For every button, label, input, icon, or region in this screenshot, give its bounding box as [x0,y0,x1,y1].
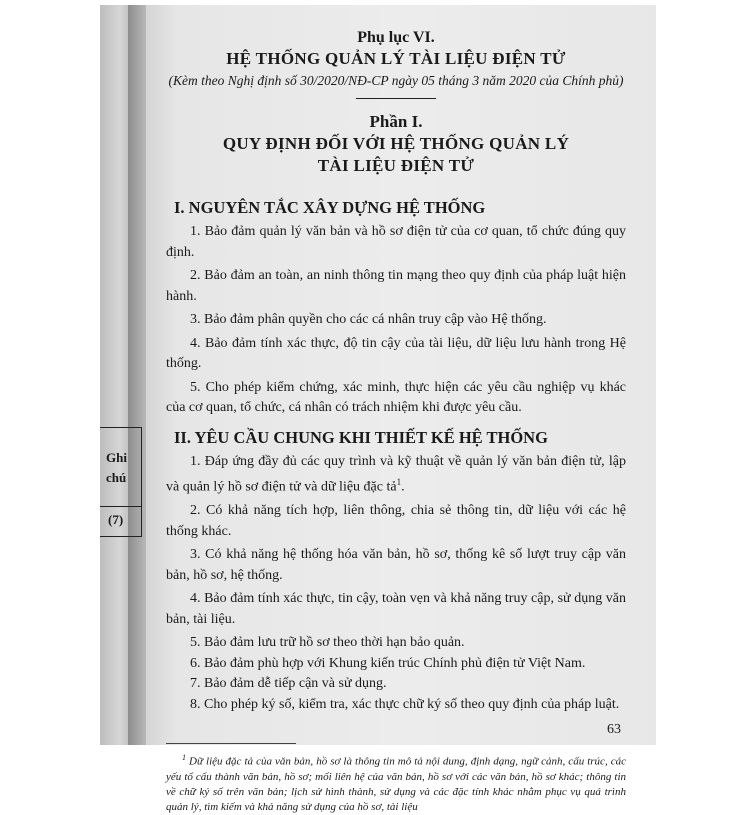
section2-item-6: 6. Bảo đảm phù hợp với Khung kiến trúc Chính phủ điện tử Việt Nam. [190,655,586,671]
table-header-line2: chú [106,470,127,485]
section2-item-1-text: 1. Đáp ứng đầy đủ các quy trình và kỹ thuật về quản lý văn bản điện tử, lập và quản lý hồ sơ điện tử và dữ liệu đặc tả [166,453,626,495]
part-label: Phần I. [369,112,423,131]
section2-item-4: 4. Bảo đảm tính xác thực, tin cậy, toàn vẹn và khả năng truy cập, sử dụng văn bản, tài liệu. [166,591,626,627]
table-header-line1: Ghi [106,450,127,465]
section2-heading: II. YÊU CẦU CHUNG KHI THIẾT KẾ HỆ THỐNG [174,427,548,447]
section1-item-5: 5. Cho phép kiểm chứng, xác minh, thực hiện các yêu cầu nghiệp vụ khác của cơ quan, tổ chức, cá nhân có trách nhiệm khi được yêu cầu. [166,379,626,415]
table-header-cell [106,448,127,488]
footnote [166,750,626,815]
section1-item-3: 3. Bảo đảm phân quyền cho các cá nhân truy cập vào Hệ thống. [190,312,547,327]
footnote-text: Dữ liệu đặc tả của văn bản, hồ sơ là thông tin mô tả nội dung, định dạng, ngữ cảnh, cấu trúc, các yếu tố cấu thành văn bản, hồ sơ; mối liên hệ của văn bản, hồ sơ với các văn bản, hồ sơ khác; thông tin về chữ ký số trên văn bản; lịch sử hình thành, sử dụng và các đặc tính khác nhằm phục vụ quá trình quản lý, tìm kiếm và khả năng sử dụng của hồ sơ, tài liệu [166,755,626,813]
section1-item-1: 1. Bảo đảm quản lý văn bản và hồ sơ điện tử của cơ quan, tổ chức đúng quy định. [166,224,626,260]
section1-item-2: 2. Bảo đảm an toàn, an ninh thông tin mạng theo quy định của pháp luật hiện hành. [166,268,626,304]
section2-item-1 [166,452,626,499]
section1-item-4: 4. Bảo đảm tính xác thực, độ tin cậy của tài liệu, dữ liệu lưu hành trong Hệ thống. [166,335,626,371]
page-number: 63 [607,722,621,737]
footnote-marker: 1 [182,753,186,763]
part-title-line2: TÀI LIỆU ĐIỆN TỬ [317,156,475,175]
section1-heading: I. NGUYÊN TẮC XÂY DỰNG HỆ THỐNG [174,198,486,217]
footnote-reference: 1 [396,477,402,487]
section2-item-1-end: . [401,479,405,495]
section2-item-3: 3. Có khả năng hệ thống hóa văn bản, hồ sơ, thống kê số lượt truy cập văn bản, hồ sơ, hệ thống. [166,547,626,583]
section2-item-8: 8. Cho phép ký số, kiểm tra, xác thực chữ ký số theo quy định của pháp luật. [190,696,620,712]
table-divider [100,506,141,507]
section2-item-2: 2. Có khả năng tích hợp, liên thông, chia sẻ thông tin, dữ liệu với các hệ thống khác. [166,503,626,539]
table-column-number: (7) [108,512,124,527]
part-title-line1: QUY ĐỊNH ĐỐI VỚI HỆ THỐNG QUẢN LÝ [222,134,570,153]
adjacent-page-table [100,427,142,537]
appendix-title: HỆ THỐNG QUẢN LÝ TÀI LIỆU ĐIỆN TỬ [226,49,566,68]
decree-note: (Kèm theo Nghị định số 30/2020/NĐ-CP ngày 05 tháng 3 năm 2020 của Chính phủ) [168,73,624,88]
section2-item-7: 7. Bảo đảm dễ tiếp cận và sử dụng. [190,676,387,692]
appendix-label: Phụ lục VI. [357,29,435,46]
page-content [166,28,626,815]
footnote-separator [166,743,296,744]
section2-item-5: 5. Bảo đảm lưu trữ hồ sơ theo thời hạn bảo quản. [190,635,465,651]
title-separator [356,98,436,99]
